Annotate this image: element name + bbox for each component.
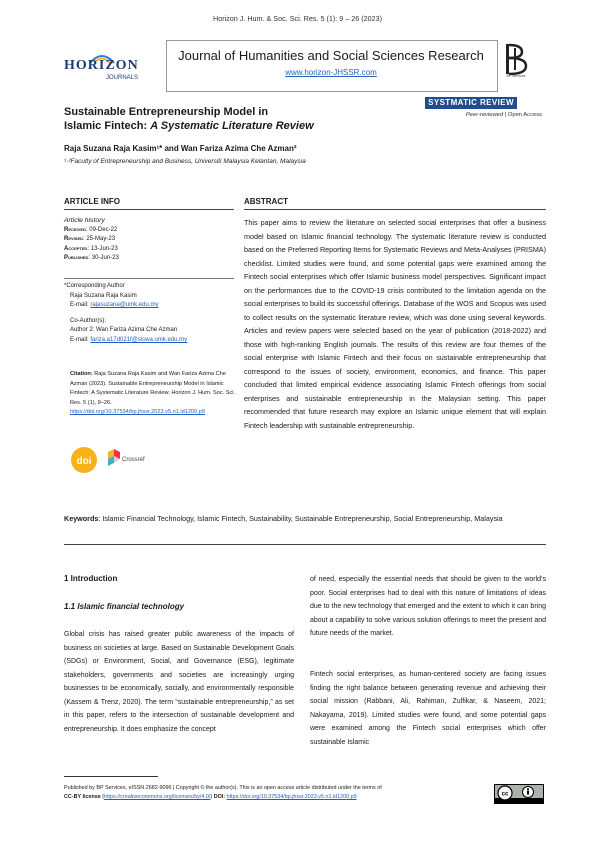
title-line-2: Islamic Fintech: A Systematic Literature Review — [64, 119, 314, 132]
cc-badge-text: cc — [501, 791, 509, 798]
body-paragraph-right-2: Fintech social enterprises, as human-centered society are facing issues finding the right balance between generating revenue and achieving their social mission (Rabbani, Ali, Rahiman, Zulfikar, & Naseem, 2021; Nakayama, 2019). Limited studies were found, and some potential gaps were examined among the Fintech social enterprises which offer sustainable Islamic — [310, 671, 546, 746]
citation-text: Raja Suzana Raja Kasim and Wan Fariza Azima Che Azman (2023). Sustainable Entrepreneurship Model in Islamic Fintech: A Systematic Literature Review. Horizon J. Hum. Soc. Sci. Res. 5 (1), 9–26. — [70, 371, 236, 406]
abstract-divider — [244, 209, 546, 210]
subsection-heading: 1.1 Islamic financial technology — [64, 602, 185, 611]
horizon-logo-sub: JOURNALS — [106, 75, 139, 81]
bp-logo-caption: BP Services — [506, 74, 526, 78]
history-row-published: Published: 30-Jun-23 — [64, 255, 119, 261]
history-row-accepted: Accepted: 13-Jun-23 — [64, 245, 118, 252]
peer-reviewed-label: Peer-reviewed — [465, 112, 504, 118]
article-info-divider — [64, 209, 234, 210]
history-row-received: Received: 09-Dec-22 — [64, 226, 118, 233]
open-access-label: | Open Access — [504, 112, 542, 118]
body-paragraph-right-1: of need, especially the essential needs that should be given to the world’s poor. Social enterprises had to deal with this nature of limitations of ideas due to the new technology that emerged and the extent to which it can bring about a capability to solve various solution offerings to meet the present and future needs of the market. — [310, 576, 546, 637]
corresponding-email-row: E-mail: rajasuzana@umk.edu.my — [70, 302, 159, 309]
history-title: Article history — [64, 217, 105, 224]
doi-logo-icon — [70, 446, 98, 474]
history-divider — [64, 278, 234, 279]
keywords-text: : Islamic Financial Technology, Islamic Fintech, Sustainability, Sustainable Entrepreneurship, Social Entrepreneurship, Malaysia — [98, 514, 503, 523]
coauthor-email-row: E-mail: fariza.a17d021f@siswa.umk.edu.my — [70, 336, 188, 343]
paper-title — [64, 106, 404, 133]
coauthor-email-link[interactable]: fariza.a17d021f@siswa.umk.edu.my — [90, 336, 188, 343]
crossref-logo-text: Crossref — [122, 457, 145, 463]
article-type-badge: SYSTMATIC REVIEW — [425, 97, 517, 109]
citation-label: Citation: — [70, 371, 93, 377]
license-link[interactable]: https://creativecommons.org/licenses/by/4.0/ — [104, 794, 211, 800]
journal-url-link[interactable]: www.horizon-JHSSR.com — [285, 68, 377, 77]
title-subtitle: A Systematic Literature Review — [150, 119, 314, 132]
title-line-1: Sustainable Entrepreneurship Model in — [64, 106, 269, 118]
footer-line-1: Published by BP Services, eISSN.2682-9096 | Copyright © the author(s). This is an open access article distributed under the terms of — [64, 785, 382, 791]
keywords — [64, 512, 546, 525]
peer-review-info — [420, 112, 542, 118]
author-affiliation: ¹·²Faculty of Entrepreneurship and Business, Universiti Malaysia Kelantan, Malaysia — [64, 158, 306, 165]
footer-doi-link[interactable]: https://doi.org/10.37534/bp.jhssr.2023.v5.n1.id1200.p9 — [226, 794, 357, 800]
crossref-logo-icon — [104, 448, 148, 470]
footer-divider — [64, 776, 158, 777]
journal-title: Journal of Humanities and Social Sciences Research — [178, 48, 484, 63]
article-info-heading: ARTICLE INFO — [64, 197, 120, 206]
citation-block — [64, 370, 236, 418]
corresponding-email-link[interactable]: rajasuzana@umk.edu.my — [90, 302, 159, 309]
cc-by-license-icon — [494, 784, 544, 804]
article-history — [64, 216, 236, 264]
body-paragraph-left: Global crisis has raised greater public awareness of the impacts of business on societies at large. Based on Sustainable Development Goals (SDGs) or Environment, Social, and Governance (ESG), legitimate stakeholders, governments and societies are increasingly urging businesses to be economically, socially, and environmentally responsible (Kassem & Trenz, 2020). The term “sustainable entrepreneurship,” as set in this paper, refers to the intersection of sustainable development and entrepreneurship. It does emphasize the concept — [64, 631, 294, 733]
section-heading-introduction: 1 Introduction — [64, 574, 118, 583]
doi-logo-text: doi — [76, 456, 92, 467]
history-row-revised: Revised: 25-May-23 — [64, 236, 116, 242]
corresponding-label: *Corresponding Author — [64, 283, 125, 289]
abstract-heading: ABSTRACT — [244, 197, 288, 206]
citation-doi-link[interactable]: https://doi.org/10.37534/bp.jhssr.2023.v5.n1.id1200.p9 — [70, 409, 205, 415]
author-contacts — [64, 282, 236, 346]
corresponding-name: Raja Suzana Raja Kasim — [70, 292, 137, 299]
keywords-label: Keywords — [64, 514, 99, 523]
author-list: Raja Suzana Raja Kasim¹* and Wan Fariza Azima Che Azman² — [64, 144, 297, 153]
license-footer — [64, 784, 504, 802]
coauthors-label: Co-Author(s): — [70, 317, 107, 324]
running-head: Horizon J. Hum. & Soc. Sci. Res. 5 (1): 9 – 26 (2023) — [213, 14, 382, 23]
footer-line-2: CC-BY license (https://creativecommons.org/licenses/by/4.0/) DOI: https://doi.org/10.37534/bp.jhssr.2023.v5.n1.id1200.p9 — [64, 794, 357, 800]
abstract-text: This paper aims to review the literature on selected social enterprises that offer a business model based on Islamic financial technology. The systematic literature review is conducted based on the Preferred Reporting Items for Systematic Reviews and Meta-Analyses (PRISMA) checklist. Limited studies were found, and some potential gaps were examined among the Fintech social enterprises which offer Islamic business model perspectives. Significant impact on the performances due to the COVID-19 crisis contributed to the limitation agenda on the social enterprises to build its successful offerings. Database of the WOS and Scopus was used to collect results on the systematic literature review, which was done using several keywords. Articles and review papers were selected based on the year of publication (2018-2022) and those with high-ranking English journals. The results of this review are four themes of the social enterprise with Islamic Fintech and their focus on sustainable entrepreneurship that correspond to the issues of society, environment, economics, and finance. This paper concluded that limited empirical evidence associating Islamic Fintech offerings from social enterprises and sustainable entrepreneurship in the Malaysian setting. This paper recommended that future research may explore an Islamic unique element that will explain Fintech leadership with sustainable entrepreneurship. — [244, 218, 546, 430]
horizon-logo-word: HORIZON — [64, 58, 139, 73]
coauthor-line: Author 2: Wan Fariza Azima Che Azman — [70, 327, 178, 334]
keywords-divider — [64, 544, 546, 545]
